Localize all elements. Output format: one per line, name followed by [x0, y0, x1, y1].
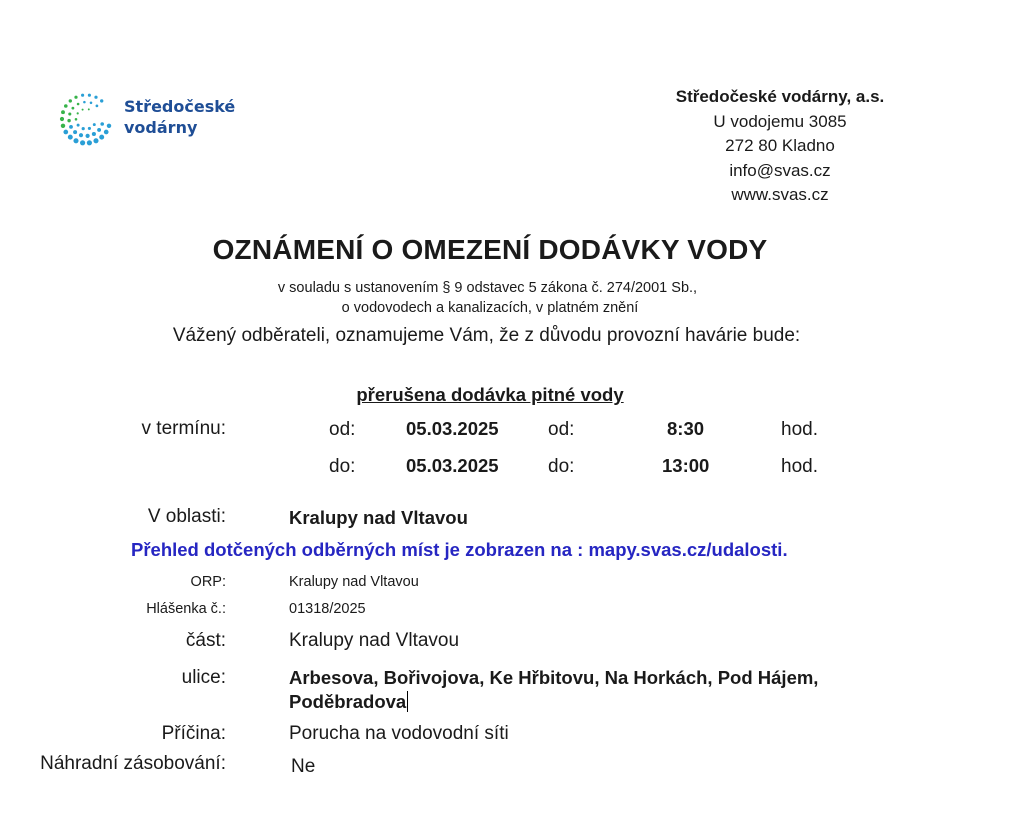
logo-dot — [82, 127, 85, 130]
cause-value: Porucha na vodovodní síti — [289, 723, 509, 744]
logo-dot — [77, 112, 79, 114]
logo-line-1: Středočeské — [124, 97, 236, 116]
to-unit: hod. — [781, 456, 818, 477]
logo-dot — [69, 99, 72, 102]
logo-text — [124, 96, 235, 138]
logo-dot — [82, 109, 84, 111]
part-label: část: — [185, 630, 226, 651]
logo-dot — [77, 103, 80, 106]
affected-places-notice: Přehled dotčených odběrných míst je zobrazen na : mapy.svas.cz/udalosti. — [131, 539, 788, 560]
logo-dot — [92, 132, 96, 136]
logo-dot — [63, 130, 68, 135]
to-date: 05.03.2025 — [406, 455, 499, 476]
report-label: Hlášenka č.: — [146, 601, 226, 617]
term-label: v termínu: — [141, 418, 226, 439]
streets-line-1: Arbesova, Bořivojova, Ke Hřbitovu, Na Horkách, Pod Hájem, — [289, 667, 819, 688]
logo-dot — [73, 130, 77, 134]
from-date-label: od: — [329, 419, 356, 440]
logo-dot — [75, 118, 78, 121]
from-time-label: od: — [548, 419, 575, 440]
logo-dot — [100, 99, 103, 102]
logo-dot — [68, 135, 73, 140]
page-title: OZNÁMENÍ O OMEZENÍ DODÁVKY VODY — [212, 234, 768, 265]
logo-dot — [81, 94, 84, 97]
streets-line-2 — [289, 691, 408, 713]
logo-dot — [86, 134, 90, 138]
logo-dot — [99, 135, 104, 140]
logo-dot — [61, 110, 65, 114]
logo-dot — [64, 104, 68, 108]
logo-dot — [74, 96, 77, 99]
logo-dot — [67, 119, 70, 122]
company-email: info@svas.cz — [729, 160, 831, 180]
streets-label: ulice: — [181, 667, 226, 688]
company-web: www.svas.cz — [731, 185, 829, 204]
streets-line-2-text: Poděbradova — [289, 691, 407, 712]
part-value: Kralupy nad Vltavou — [289, 630, 460, 651]
law-reference-line-1: v souladu s ustanovením § 9 odstavec 5 zákona č. 274/2001 Sb., — [277, 280, 698, 296]
to-date-label: do: — [329, 456, 356, 477]
from-unit: hod. — [781, 419, 818, 440]
logo-dot — [88, 94, 91, 97]
replacement-value: Ne — [291, 756, 316, 777]
logo-dot — [94, 96, 97, 99]
area-value: Kralupy nad Vltavou — [289, 507, 468, 528]
company-street: U vodojemu 3085 — [713, 111, 847, 131]
interruption-headline: přerušena dodávka pitné vody — [356, 384, 624, 405]
company-city: 272 80 Kladno — [725, 136, 835, 155]
logo-dot — [61, 124, 65, 128]
logo-dot — [69, 125, 73, 129]
company-logo — [56, 92, 236, 148]
logo-dot — [88, 127, 91, 130]
logo-dot — [90, 102, 93, 105]
orp-label: ORP: — [190, 574, 226, 590]
logo-dot — [100, 122, 104, 126]
company-name: Středočeské vodárny, a.s. — [675, 87, 885, 106]
intro-text: Vážený odběrateli, oznamujeme Vám, že z důvodu provozní havárie bude: — [172, 325, 801, 346]
logo-dot — [104, 130, 109, 135]
replacement-label: Náhradní zásobování: — [40, 753, 226, 774]
to-time: 13:00 — [662, 455, 710, 476]
law-reference-line-2: o vodovodech a kanalizacích, v platném znění — [341, 300, 639, 316]
logo-dot — [83, 101, 86, 104]
water-drops-logo-icon — [56, 92, 118, 148]
to-time-label: do: — [548, 456, 575, 477]
logo-dot — [87, 140, 92, 145]
orp-value: Kralupy nad Vltavou — [289, 574, 419, 590]
text-cursor — [407, 691, 408, 712]
logo-dot — [93, 138, 98, 143]
logo-dot — [77, 124, 80, 127]
logo-dot — [93, 123, 96, 126]
logo-dot — [79, 133, 83, 137]
report-value: 01318/2025 — [289, 601, 366, 617]
from-time: 8:30 — [667, 418, 705, 439]
logo-line-2: vodárny — [124, 118, 198, 137]
cause-label: Příčina: — [161, 723, 226, 744]
logo-dot — [80, 140, 85, 145]
logo-dot — [60, 117, 64, 121]
logo-dot — [107, 124, 111, 128]
logo-dot — [71, 107, 74, 110]
logo-dot — [68, 112, 71, 115]
from-date: 05.03.2025 — [406, 418, 499, 439]
logo-dot — [96, 105, 99, 108]
area-label: V oblasti: — [147, 506, 226, 527]
company-address — [660, 85, 900, 208]
logo-dot — [73, 138, 78, 143]
logo-dot — [97, 128, 101, 132]
logo-dot — [88, 108, 90, 110]
